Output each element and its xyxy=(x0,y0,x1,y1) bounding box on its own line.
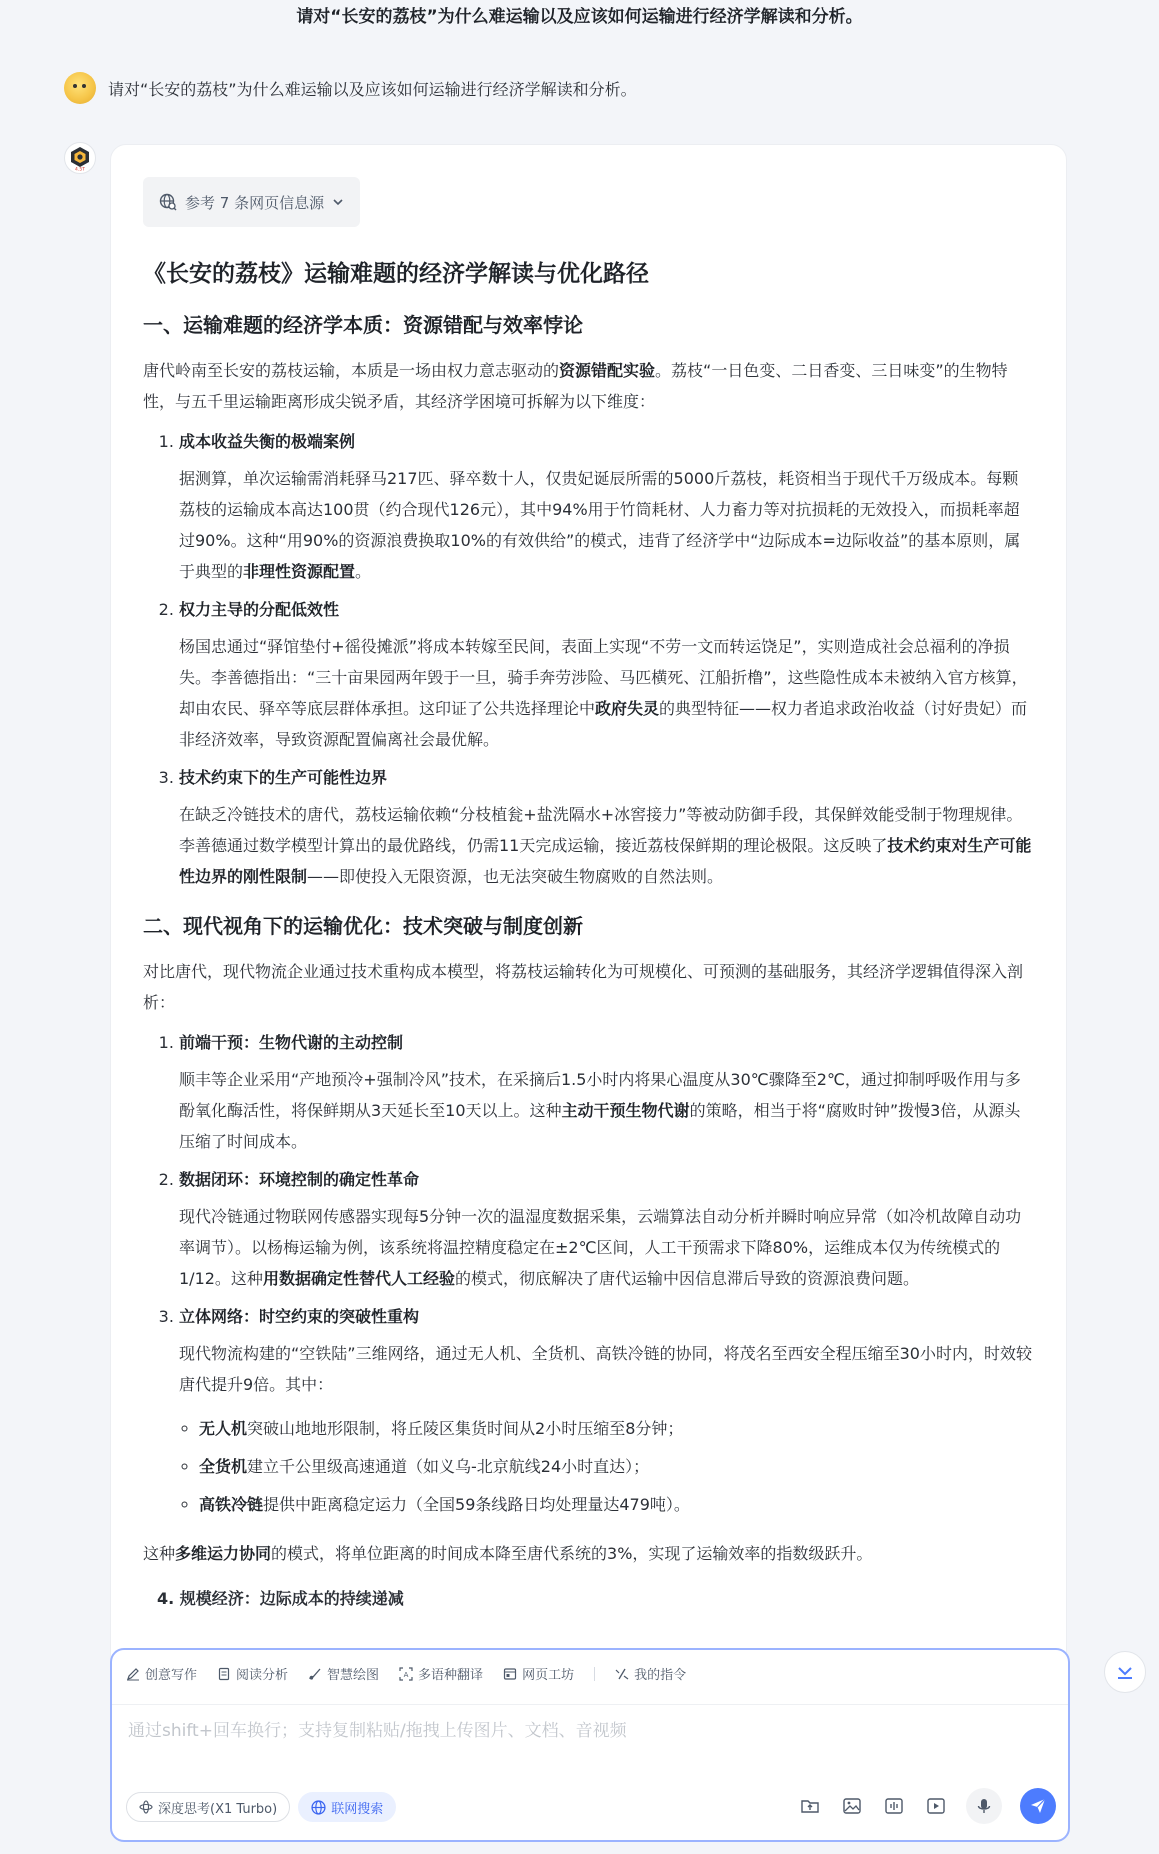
list-item xyxy=(179,763,1033,892)
answer-title: 《长安的荔枝》运输难题的经济学解读与优化路径 xyxy=(143,261,649,287)
list-item-title: 2. 权力主导的分配低效性 xyxy=(179,600,340,619)
upload-image-button[interactable] xyxy=(840,1794,864,1818)
list-item xyxy=(179,1165,1033,1294)
sources-label: 参考 7 条网页信息源 xyxy=(185,193,325,212)
section-1-heading: 一、运输难题的经济学本质：资源错配与效率悖论 xyxy=(143,313,583,337)
list-item-body: 杨国忠通过“驿馆垫付+徭役摊派”将成本转嫁至民间，表面上实现“不劳一文而转运饶足”，实则造成社会总福利的净损失。李善德指出：“三十亩果园两年毁于一旦，骑手奔劳涉险、马匹横死、江船折橹”，这些隐性成本未被纳入官方核算，却由农民、驿卒等底层群体承担。这印证了公共选择理论中政府失灵的典型特征——权力者追求政治收益（讨好贵妃）而非经济效率，导致资源配置偏离社会最优解。 xyxy=(179,637,1028,749)
list-item-title: 3. 技术约束下的生产可能性边界 xyxy=(179,768,388,787)
list-item-body: 现代冷链通过物联网传感器实现每5分钟一次的温湿度数据采集，云端算法自动分析并瞬时响应异常（如冷机故障自动功率调节）。以杨梅运输为例，该系统将温控精度稳定在±2℃区间，人工干预需求下降80%，运维成本仅为传统模式的1/12。这种用数据确定性替代人工经验的模式，彻底解决了唐代运输中因信息滞后导致的资源浪费问题。 xyxy=(179,1207,1022,1288)
assistant-answer-card xyxy=(110,144,1067,1814)
list-item xyxy=(179,595,1033,755)
scroll-to-bottom-button[interactable] xyxy=(1104,1651,1146,1693)
document-icon xyxy=(217,1667,231,1681)
assistant-avatar xyxy=(64,142,96,174)
list-item xyxy=(179,1028,1033,1157)
bullet-item: ◦ 高铁冷链提供中距离稳定运力（全国59条线路日均处理量达479吨）。 xyxy=(199,1486,1033,1524)
microphone-icon xyxy=(975,1797,993,1815)
deep-think-toggle[interactable]: 深度思考(X1 Turbo) xyxy=(126,1792,290,1822)
web-workshop-icon xyxy=(503,1667,517,1681)
top-title: 请对“长安的荔枝”为什么难运输以及应该如何运输进行经济学解读和分析。 xyxy=(296,7,863,27)
send-icon xyxy=(1029,1797,1047,1815)
bullet-item: ◦ 全货机建立千公里级高速通道（如义乌-北京航线24小时直达）； xyxy=(199,1448,1033,1486)
spark-logo-icon xyxy=(67,145,93,171)
list-item-title: 3. 立体网络：时空约束的突破性重构 xyxy=(179,1307,420,1326)
arrow-down-to-line-icon xyxy=(1115,1662,1135,1682)
upload-audio-button[interactable] xyxy=(882,1794,906,1818)
send-button[interactable] xyxy=(1020,1788,1056,1824)
message-input[interactable] xyxy=(126,1714,1030,1778)
avatar-version-label: 4.5T xyxy=(75,167,85,171)
section-1-list xyxy=(143,427,1033,892)
composer-actions xyxy=(798,1788,1056,1824)
cut-off-list-item: 4. 规模经济：边际成本的持续递减 xyxy=(157,1589,404,1608)
pen-icon xyxy=(126,1667,140,1681)
command-icon xyxy=(615,1667,629,1681)
bullet-list xyxy=(179,1410,1033,1524)
svg-text:A: A xyxy=(403,1670,409,1679)
toolbar-divider xyxy=(594,1667,595,1681)
list-item-title: 1. 成本收益失衡的极端案例 xyxy=(179,432,356,451)
tool-web-workshop[interactable]: 网页工坊 xyxy=(503,1664,574,1683)
image-icon xyxy=(842,1796,862,1816)
user-message-row xyxy=(64,70,637,106)
web-search-toggle[interactable]: 联网搜索 xyxy=(298,1792,396,1822)
section-2-list xyxy=(143,1028,1033,1524)
globe-icon xyxy=(311,1800,326,1815)
composer-toolbar xyxy=(126,1664,686,1683)
list-item-title: 2. 数据闭环：环境控制的确定性革命 xyxy=(179,1170,420,1189)
upload-video-button[interactable] xyxy=(924,1794,948,1818)
globe-search-icon xyxy=(159,193,177,211)
user-message: 请对“长安的荔枝”为什么难运输以及应该如何运输进行经济学解读和分析。 xyxy=(108,79,637,99)
tool-creative-writing[interactable]: 创意写作 xyxy=(126,1664,197,1683)
list-item xyxy=(179,427,1033,587)
tool-reading-analysis[interactable]: 阅读分析 xyxy=(217,1664,288,1683)
section-1-intro: 唐代岭南至长安的荔枝运输，本质是一场由权力意志驱动的资源错配实验。荔枝“一日色变、二日香变、三日味变”的生物特性，与五千里运输距离形成尖锐矛盾，其经济学困境可拆解为以下维度： xyxy=(143,361,1008,411)
chevron-down-icon xyxy=(332,196,344,208)
tool-smart-drawing[interactable]: 智慧绘图 xyxy=(308,1664,379,1683)
section-2-heading: 二、现代视角下的运输优化：技术突破与制度创新 xyxy=(143,914,583,938)
translate-icon xyxy=(399,1667,413,1681)
list-item-title: 1. 前端干预：生物代谢的主动控制 xyxy=(179,1033,404,1052)
list-item-body: 据测算，单次运输需消耗驿马217匹、驿卒数十人，仅贵妃诞辰所需的5000斤荔枝，耗资相当于现代千万级成本。每颗荔枝的运输成本高达100贯（约合现代126元），其中94%用于竹筒耗材、人力畜力等对抗损耗的无效投入，而损耗率超过90%。这种“用90%的资源浪费换取10%的有效供给”的模式，违背了经济学中“边际成本=边际收益”的基本原则，属于典型的非理性资源配置。 xyxy=(179,469,1021,581)
composer-divider xyxy=(112,1704,1068,1705)
audio-file-icon xyxy=(884,1796,904,1816)
tool-my-commands[interactable]: 我的指令 xyxy=(615,1664,686,1683)
atom-icon xyxy=(139,1800,153,1814)
voice-input-button[interactable] xyxy=(966,1788,1002,1824)
user-avatar xyxy=(64,72,96,104)
bullet-item: ◦ 无人机突破山地地形限制，将丘陵区集货时间从2小时压缩至8分钟； xyxy=(199,1410,1033,1448)
list-item-body: 在缺乏冷链技术的唐代，荔枝运输依赖“分枝植瓮+盐洗隔水+冰窖接力”等被动防御手段，其保鲜效能受制于物理规律。李善德通过数学模型计算出的最优路线，仍需11天完成运输，接近荔枝保鲜期的理论极限。这反映了技术约束对生产可能性边界的刚性限制——即使投入无限资源，也无法突破生物腐败的自然法则。 xyxy=(179,805,1032,886)
video-icon xyxy=(926,1796,946,1816)
section-2-intro: 对比唐代，现代物流企业通过技术重构成本模型，将荔枝运输转化为可规模化、可预测的基础服务，其经济学逻辑值得深入剖析： xyxy=(143,962,1024,1012)
list-item-body: 顺丰等企业采用“产地预冷+强制冷风”技术，在采摘后1.5小时内将果心温度从30℃骤降至2℃，通过抑制呼吸作用与多酚氧化酶活性，将保鲜期从3天延长至10天以上。这种主动干预生物代谢的策略，相当于将“腐败时钟”拨慢3倍，从源头压缩了时间成本。 xyxy=(179,1070,1021,1151)
list-item xyxy=(179,1302,1033,1524)
list-item-body: 现代物流构建的“空铁陆”三维网络，通过无人机、全货机、高铁冷链的协同，将茂名至西安全程压缩至30小时内，时效较唐代提升9倍。其中： xyxy=(179,1344,1032,1394)
upload-file-button[interactable] xyxy=(798,1794,822,1818)
paint-icon xyxy=(308,1667,322,1681)
folder-upload-icon xyxy=(800,1796,820,1816)
message-composer xyxy=(110,1648,1070,1842)
section-2-summary: 这种多维运力协同的模式，将单位距离的时间成本降至唐代系统的3%，实现了运输效率的指数级跃升。 xyxy=(143,1544,873,1563)
tool-translation[interactable]: A 多语种翻译 xyxy=(399,1664,483,1683)
sources-toggle[interactable] xyxy=(143,177,360,227)
composer-mode-toggles xyxy=(126,1792,396,1822)
